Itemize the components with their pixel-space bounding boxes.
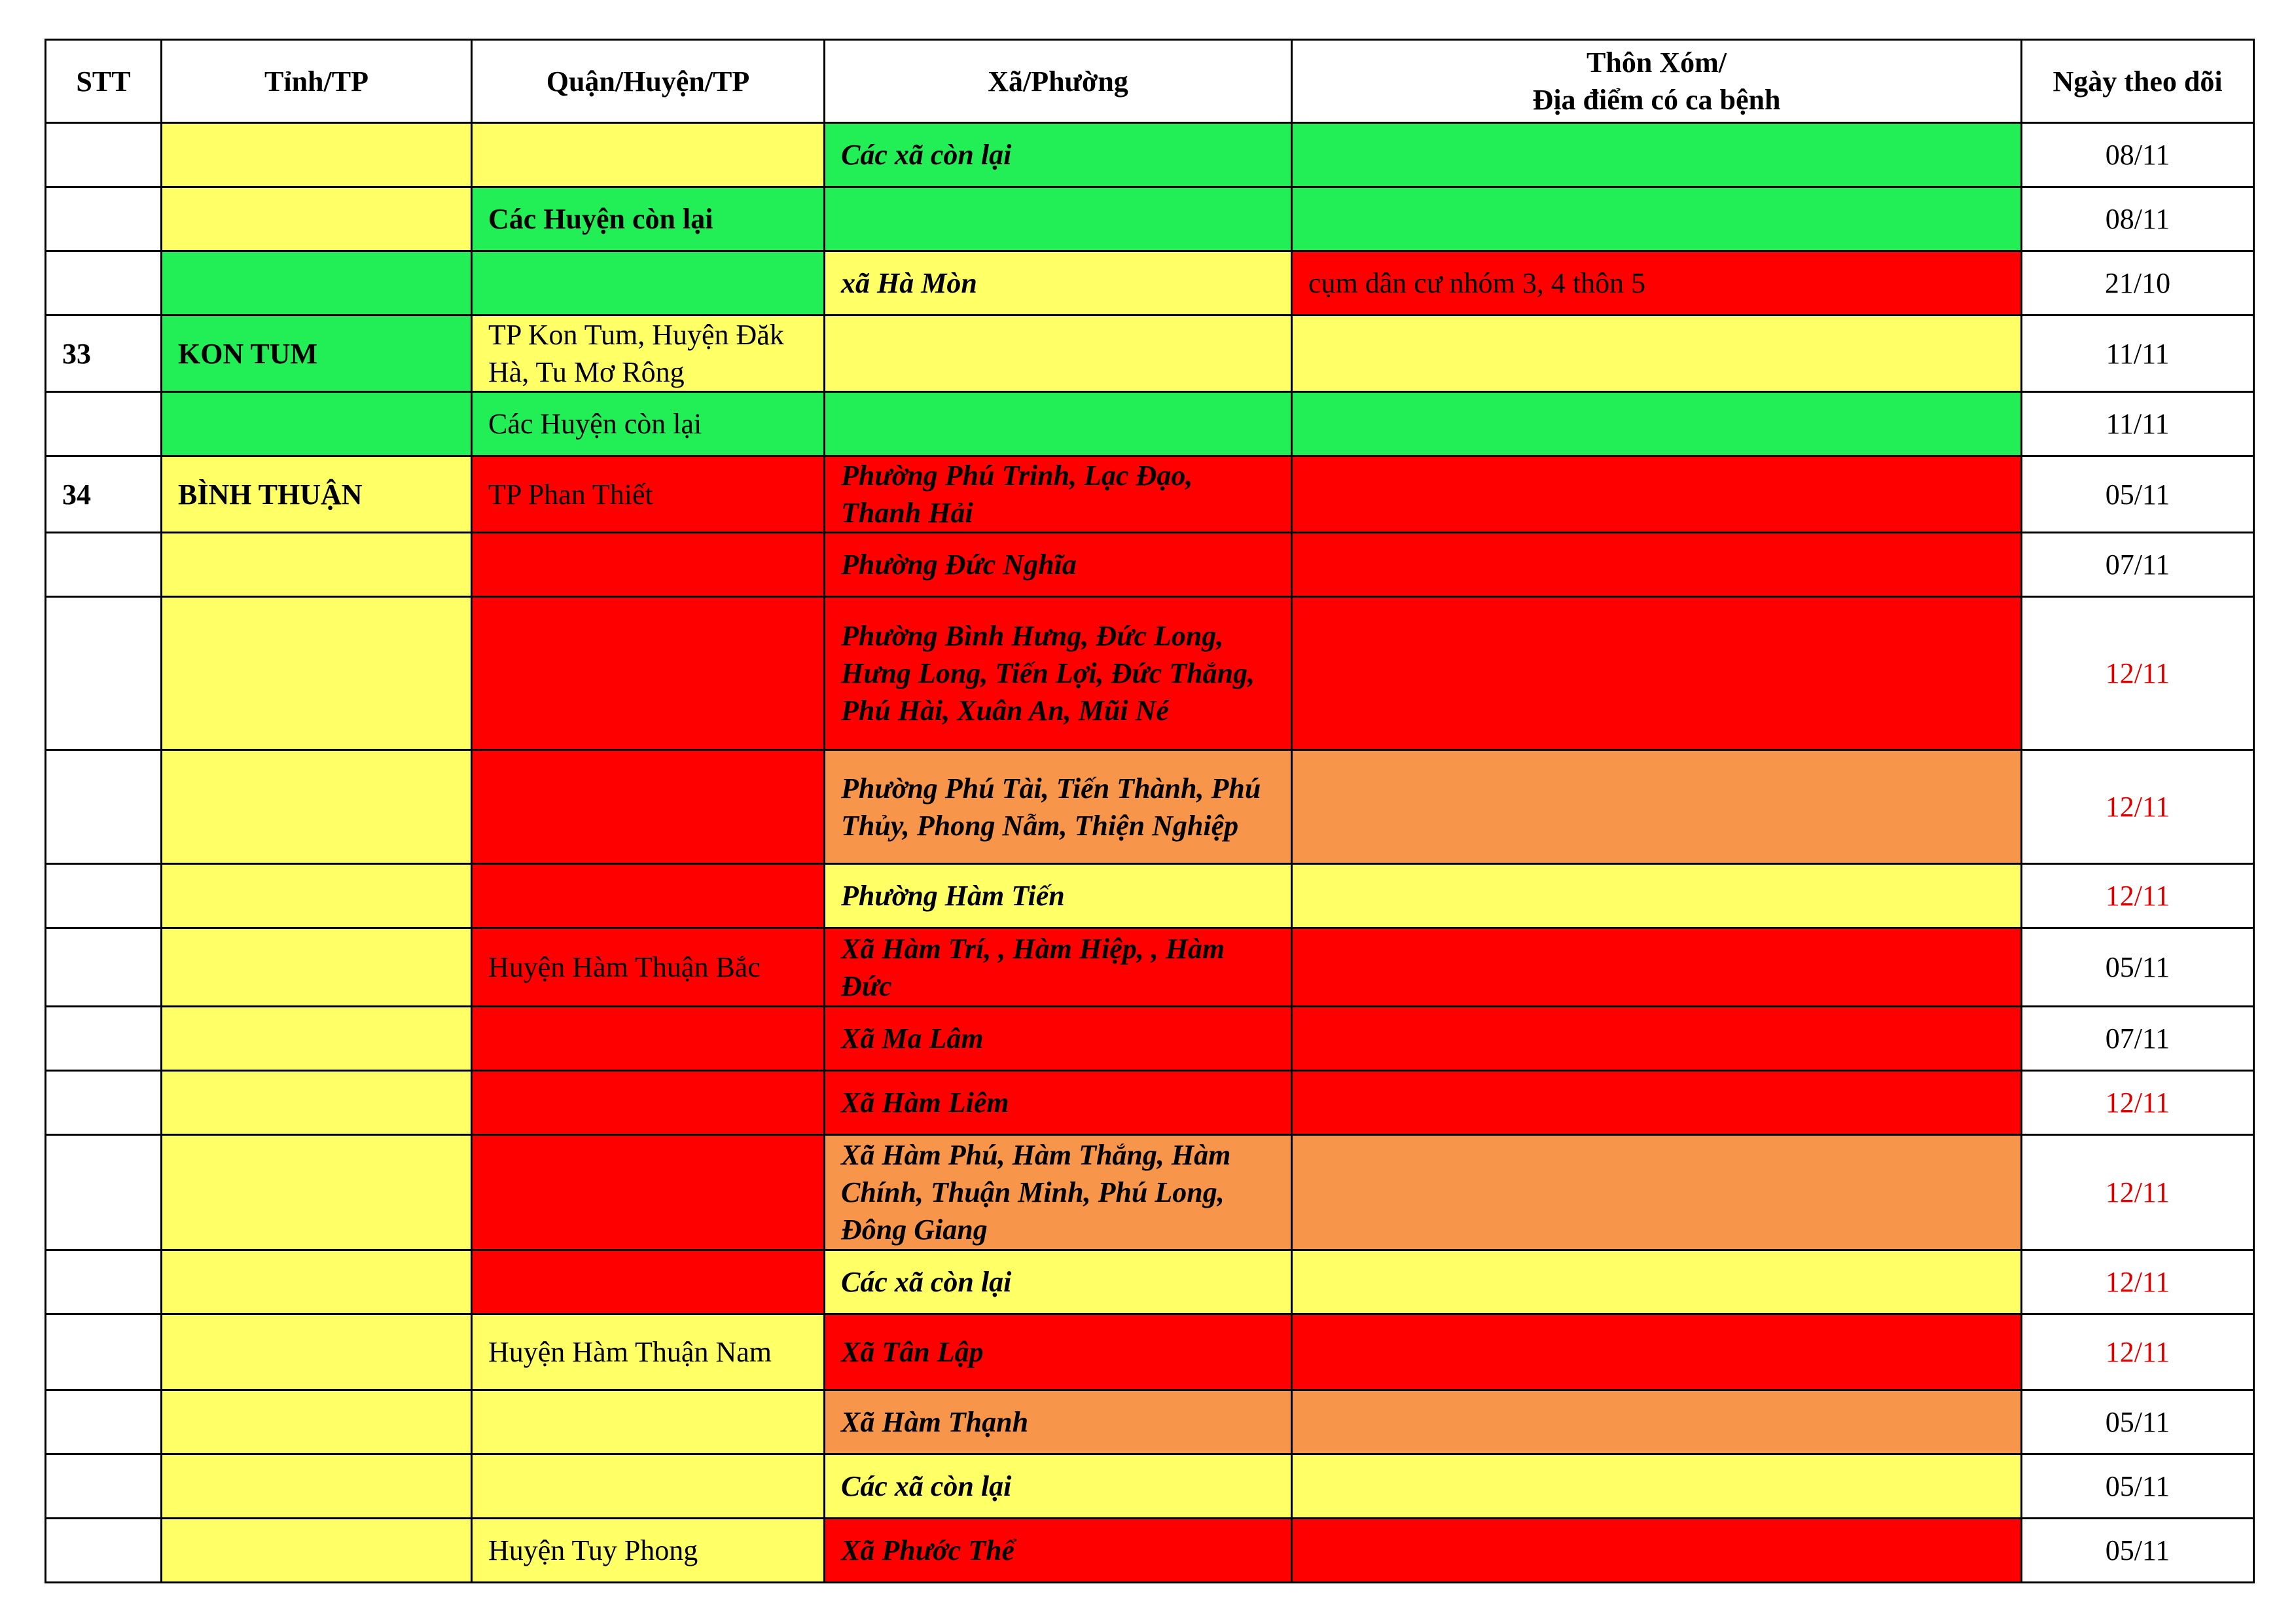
cell-ngay: 12/11 (2022, 1250, 2254, 1314)
cell-tinh (162, 1071, 472, 1135)
cell-tinh: KON TUM (162, 316, 472, 392)
cell-thon (1292, 392, 2022, 456)
cell-stt: 33 (46, 316, 162, 392)
table-row (46, 251, 2254, 316)
cell-tinh (162, 597, 472, 750)
header-thon-text: Thôn Xóm/ Địa điểm có ca bệnh (1532, 46, 1781, 116)
cell-tinh (162, 1250, 472, 1314)
table-row (46, 1250, 2254, 1314)
cell-xa: xã Hà Mòn (825, 251, 1292, 316)
cell-huyen (472, 597, 825, 750)
cell-stt (46, 392, 162, 456)
cell-tinh (162, 928, 472, 1007)
table-row (46, 750, 2254, 864)
cell-thon (1292, 1390, 2022, 1454)
cell-ngay: 12/11 (2022, 1071, 2254, 1135)
header-xa: Xã/Phường (825, 40, 1292, 123)
cell-ngay: 05/11 (2022, 1454, 2254, 1519)
cell-ngay: 12/11 (2022, 750, 2254, 864)
cell-huyen (472, 1390, 825, 1454)
header-huyen: Quận/Huyện/TP (472, 40, 825, 123)
cell-ngay: 07/11 (2022, 533, 2254, 597)
cell-xa: Xã Hàm Thạnh (825, 1390, 1292, 1454)
cell-ngay: 05/11 (2022, 1519, 2254, 1583)
table-row (46, 123, 2254, 187)
cell-huyen (472, 750, 825, 864)
cell-huyen: Các Huyện còn lại (472, 187, 825, 251)
cell-stt (46, 597, 162, 750)
cell-stt (46, 1454, 162, 1519)
cell-stt (46, 187, 162, 251)
cell-xa: Xã Hàm Trí, , Hàm Hiệp, , Hàm Đức (825, 928, 1292, 1007)
cell-tinh (162, 750, 472, 864)
cell-tinh (162, 1519, 472, 1583)
cell-ngay: 12/11 (2022, 597, 2254, 750)
table-row (46, 456, 2254, 533)
cell-xa: Các xã còn lại (825, 1454, 1292, 1519)
table-row (46, 864, 2254, 928)
cell-xa (825, 316, 1292, 392)
cell-huyen: Các Huyện còn lại (472, 392, 825, 456)
cell-huyen (472, 1454, 825, 1519)
cell-stt (46, 750, 162, 864)
cell-xa: Phường Bình Hưng, Đức Long, Hưng Long, Tiến Lợi, Đức Thắng, Phú Hài, Xuân An, Mũi Né (825, 597, 1292, 750)
cell-ngay: 21/10 (2022, 251, 2254, 316)
cell-ngay: 05/11 (2022, 456, 2254, 533)
cell-thon (1292, 928, 2022, 1007)
cell-stt (46, 251, 162, 316)
cell-huyen: Huyện Hàm Thuận Nam (472, 1314, 825, 1390)
cell-tinh (162, 1007, 472, 1071)
table-row (46, 928, 2254, 1007)
cell-thon (1292, 1071, 2022, 1135)
table-row (46, 597, 2254, 750)
cell-thon (1292, 1454, 2022, 1519)
cell-thon (1292, 1314, 2022, 1390)
cell-thon (1292, 123, 2022, 187)
cell-xa: Phường Phú Trinh, Lạc Đạo, Thanh Hải (825, 456, 1292, 533)
cell-thon (1292, 1007, 2022, 1071)
cell-xa (825, 187, 1292, 251)
header-thon (1292, 40, 2022, 123)
cell-thon (1292, 187, 2022, 251)
cell-xa: Các xã còn lại (825, 1250, 1292, 1314)
cell-thon (1292, 456, 2022, 533)
cell-xa: Phường Phú Tài, Tiến Thành, Phú Thủy, Phong Nẫm, Thiện Nghiệp (825, 750, 1292, 864)
cell-tinh (162, 1390, 472, 1454)
cell-huyen (472, 251, 825, 316)
cell-stt (46, 1071, 162, 1135)
cell-ngay: 12/11 (2022, 864, 2254, 928)
table-row (46, 392, 2254, 456)
cell-stt: 34 (46, 456, 162, 533)
cell-stt (46, 1390, 162, 1454)
cell-xa: Phường Đức Nghĩa (825, 533, 1292, 597)
cell-huyen (472, 1007, 825, 1071)
cell-xa: Phường Hàm Tiến (825, 864, 1292, 928)
cell-xa: Xã Hàm Liêm (825, 1071, 1292, 1135)
cell-tinh (162, 1135, 472, 1250)
cell-huyen (472, 864, 825, 928)
cell-thon (1292, 533, 2022, 597)
cell-stt (46, 1519, 162, 1583)
table-row (46, 533, 2254, 597)
cell-thon (1292, 1519, 2022, 1583)
cell-tinh (162, 392, 472, 456)
cell-ngay: 05/11 (2022, 1390, 2254, 1454)
cell-xa: Xã Hàm Phú, Hàm Thắng, Hàm Chính, Thuận Minh, Phú Long, Đông Giang (825, 1135, 1292, 1250)
cell-tinh (162, 123, 472, 187)
cell-stt (46, 1007, 162, 1071)
cell-tinh (162, 533, 472, 597)
table-row (46, 1071, 2254, 1135)
cell-thon (1292, 864, 2022, 928)
table-row (46, 1314, 2254, 1390)
cell-tinh (162, 251, 472, 316)
header-stt: STT (46, 40, 162, 123)
cell-stt (46, 928, 162, 1007)
cell-stt (46, 1250, 162, 1314)
cell-thon (1292, 316, 2022, 392)
cell-huyen (472, 1250, 825, 1314)
header-row (46, 40, 2254, 123)
cell-stt (46, 1135, 162, 1250)
cell-stt (46, 123, 162, 187)
cell-xa: Xã Ma Lâm (825, 1007, 1292, 1071)
cell-ngay: 12/11 (2022, 1314, 2254, 1390)
cell-thon (1292, 750, 2022, 864)
cell-ngay: 08/11 (2022, 123, 2254, 187)
cell-huyen: TP Phan Thiết (472, 456, 825, 533)
cell-xa: Xã Tân Lập (825, 1314, 1292, 1390)
table-row (46, 316, 2254, 392)
cell-tinh (162, 1314, 472, 1390)
table-row (46, 1519, 2254, 1583)
table-row (46, 1135, 2254, 1250)
table-row (46, 1007, 2254, 1071)
header-ngay: Ngày theo dõi (2022, 40, 2254, 123)
cell-huyen: Huyện Hàm Thuận Bắc (472, 928, 825, 1007)
cell-ngay: 11/11 (2022, 392, 2254, 456)
cell-tinh: BÌNH THUẬN (162, 456, 472, 533)
table-row (46, 187, 2254, 251)
cell-tinh (162, 1454, 472, 1519)
header-tinh: Tỉnh/TP (162, 40, 472, 123)
cell-thon (1292, 597, 2022, 750)
cell-stt (46, 864, 162, 928)
cell-huyen (472, 1071, 825, 1135)
cell-ngay: 12/11 (2022, 1135, 2254, 1250)
cell-tinh (162, 187, 472, 251)
cell-thon (1292, 1135, 2022, 1250)
cell-xa (825, 392, 1292, 456)
cell-stt (46, 533, 162, 597)
cell-ngay: 11/11 (2022, 316, 2254, 392)
cell-ngay: 07/11 (2022, 1007, 2254, 1071)
cell-huyen (472, 1135, 825, 1250)
cell-stt (46, 1314, 162, 1390)
table-row (46, 1454, 2254, 1519)
cell-xa: Các xã còn lại (825, 123, 1292, 187)
cell-thon (1292, 1250, 2022, 1314)
covid-zone-table (45, 39, 2255, 1583)
cell-ngay: 08/11 (2022, 187, 2254, 251)
cell-tinh (162, 864, 472, 928)
cell-huyen (472, 123, 825, 187)
table-row (46, 1390, 2254, 1454)
cell-xa: Xã Phước Thể (825, 1519, 1292, 1583)
cell-huyen (472, 533, 825, 597)
cell-huyen: Huyện Tuy Phong (472, 1519, 825, 1583)
cell-ngay: 05/11 (2022, 928, 2254, 1007)
cell-huyen: TP Kon Tum, Huyện Đăk Hà, Tu Mơ Rông (472, 316, 825, 392)
cell-thon: cụm dân cư nhóm 3, 4 thôn 5 (1292, 251, 2022, 316)
